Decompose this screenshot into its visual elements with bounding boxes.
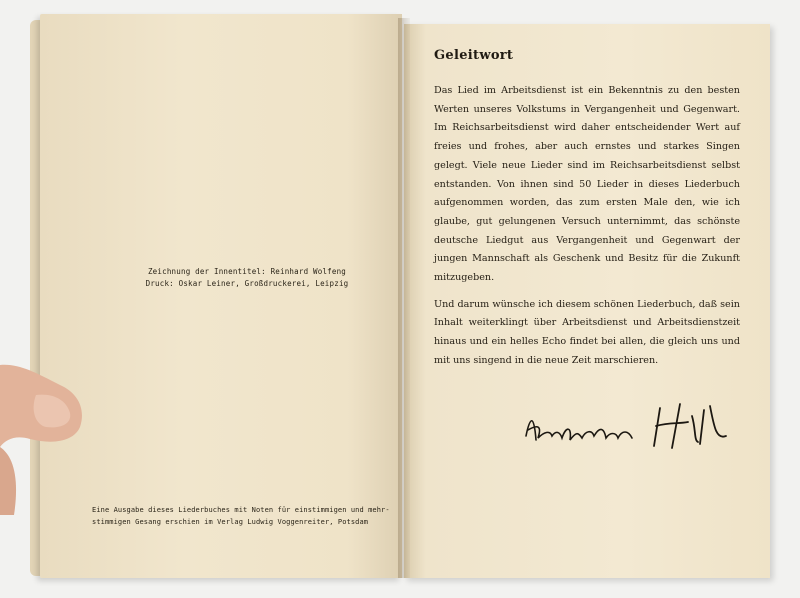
foreword-paragraph-1: Das Lied im Arbeitsdienst ist ein Bekenntnis zu den besten Werten unseres Volkstums in Vergangenheit und Gegenwart. Im Reichsarbeitsdienst wird daher entscheidender Wert auf freies und frohes, aber auch ernstes und starkes Singen gelegt. Viele neue Lieder sind im Reichsarbeitsdienst selbst entstanden. Von ihnen sind 50 Lieder in dieses Liederbuch aufgenommen worden, das zum ersten Male den, wie ich glaube, gut gelungenen Versuch unternimmt, das schönste deutsche Liedgut aus Vergangenheit und Gegenwart der jungen Mannschaft als Geschenk und Besitz für die Zukunft mitzugeben. — [434, 85, 740, 284]
edition-note-line-1: Eine Ausgabe dieses Liederbuches mit Noten für einstimmigen und mehr- — [92, 506, 390, 514]
credit-line-illustrator: Zeichnung der Innentitel: Reinhard Wolfeng — [147, 267, 347, 276]
left-page — [40, 14, 402, 578]
credits — [118, 266, 376, 290]
edition-note — [92, 504, 396, 528]
book-gutter — [398, 18, 410, 578]
signature — [520, 396, 740, 456]
foreword-text — [434, 82, 740, 379]
thumb — [0, 355, 86, 515]
foreword-paragraph-2: Und darum wünsche ich diesem schönen Liederbuch, daß sein Inhalt weiterklingt über Arbeitsdienst und Arbeitsdienstzeit hinaus und ein helles Echo findet bei allen, die gleich uns und mit uns singend in die neue Zeit marschieren. — [434, 298, 740, 366]
edition-note-line-2: stimmigen Gesang erschien im Verlag Ludwig Voggenreiter, Potsdam — [92, 518, 369, 526]
page-heading: Geleitwort — [434, 48, 514, 63]
credit-line-printer: Druck: Oskar Leiner, Großdruckerei, Leipzig — [145, 279, 349, 288]
